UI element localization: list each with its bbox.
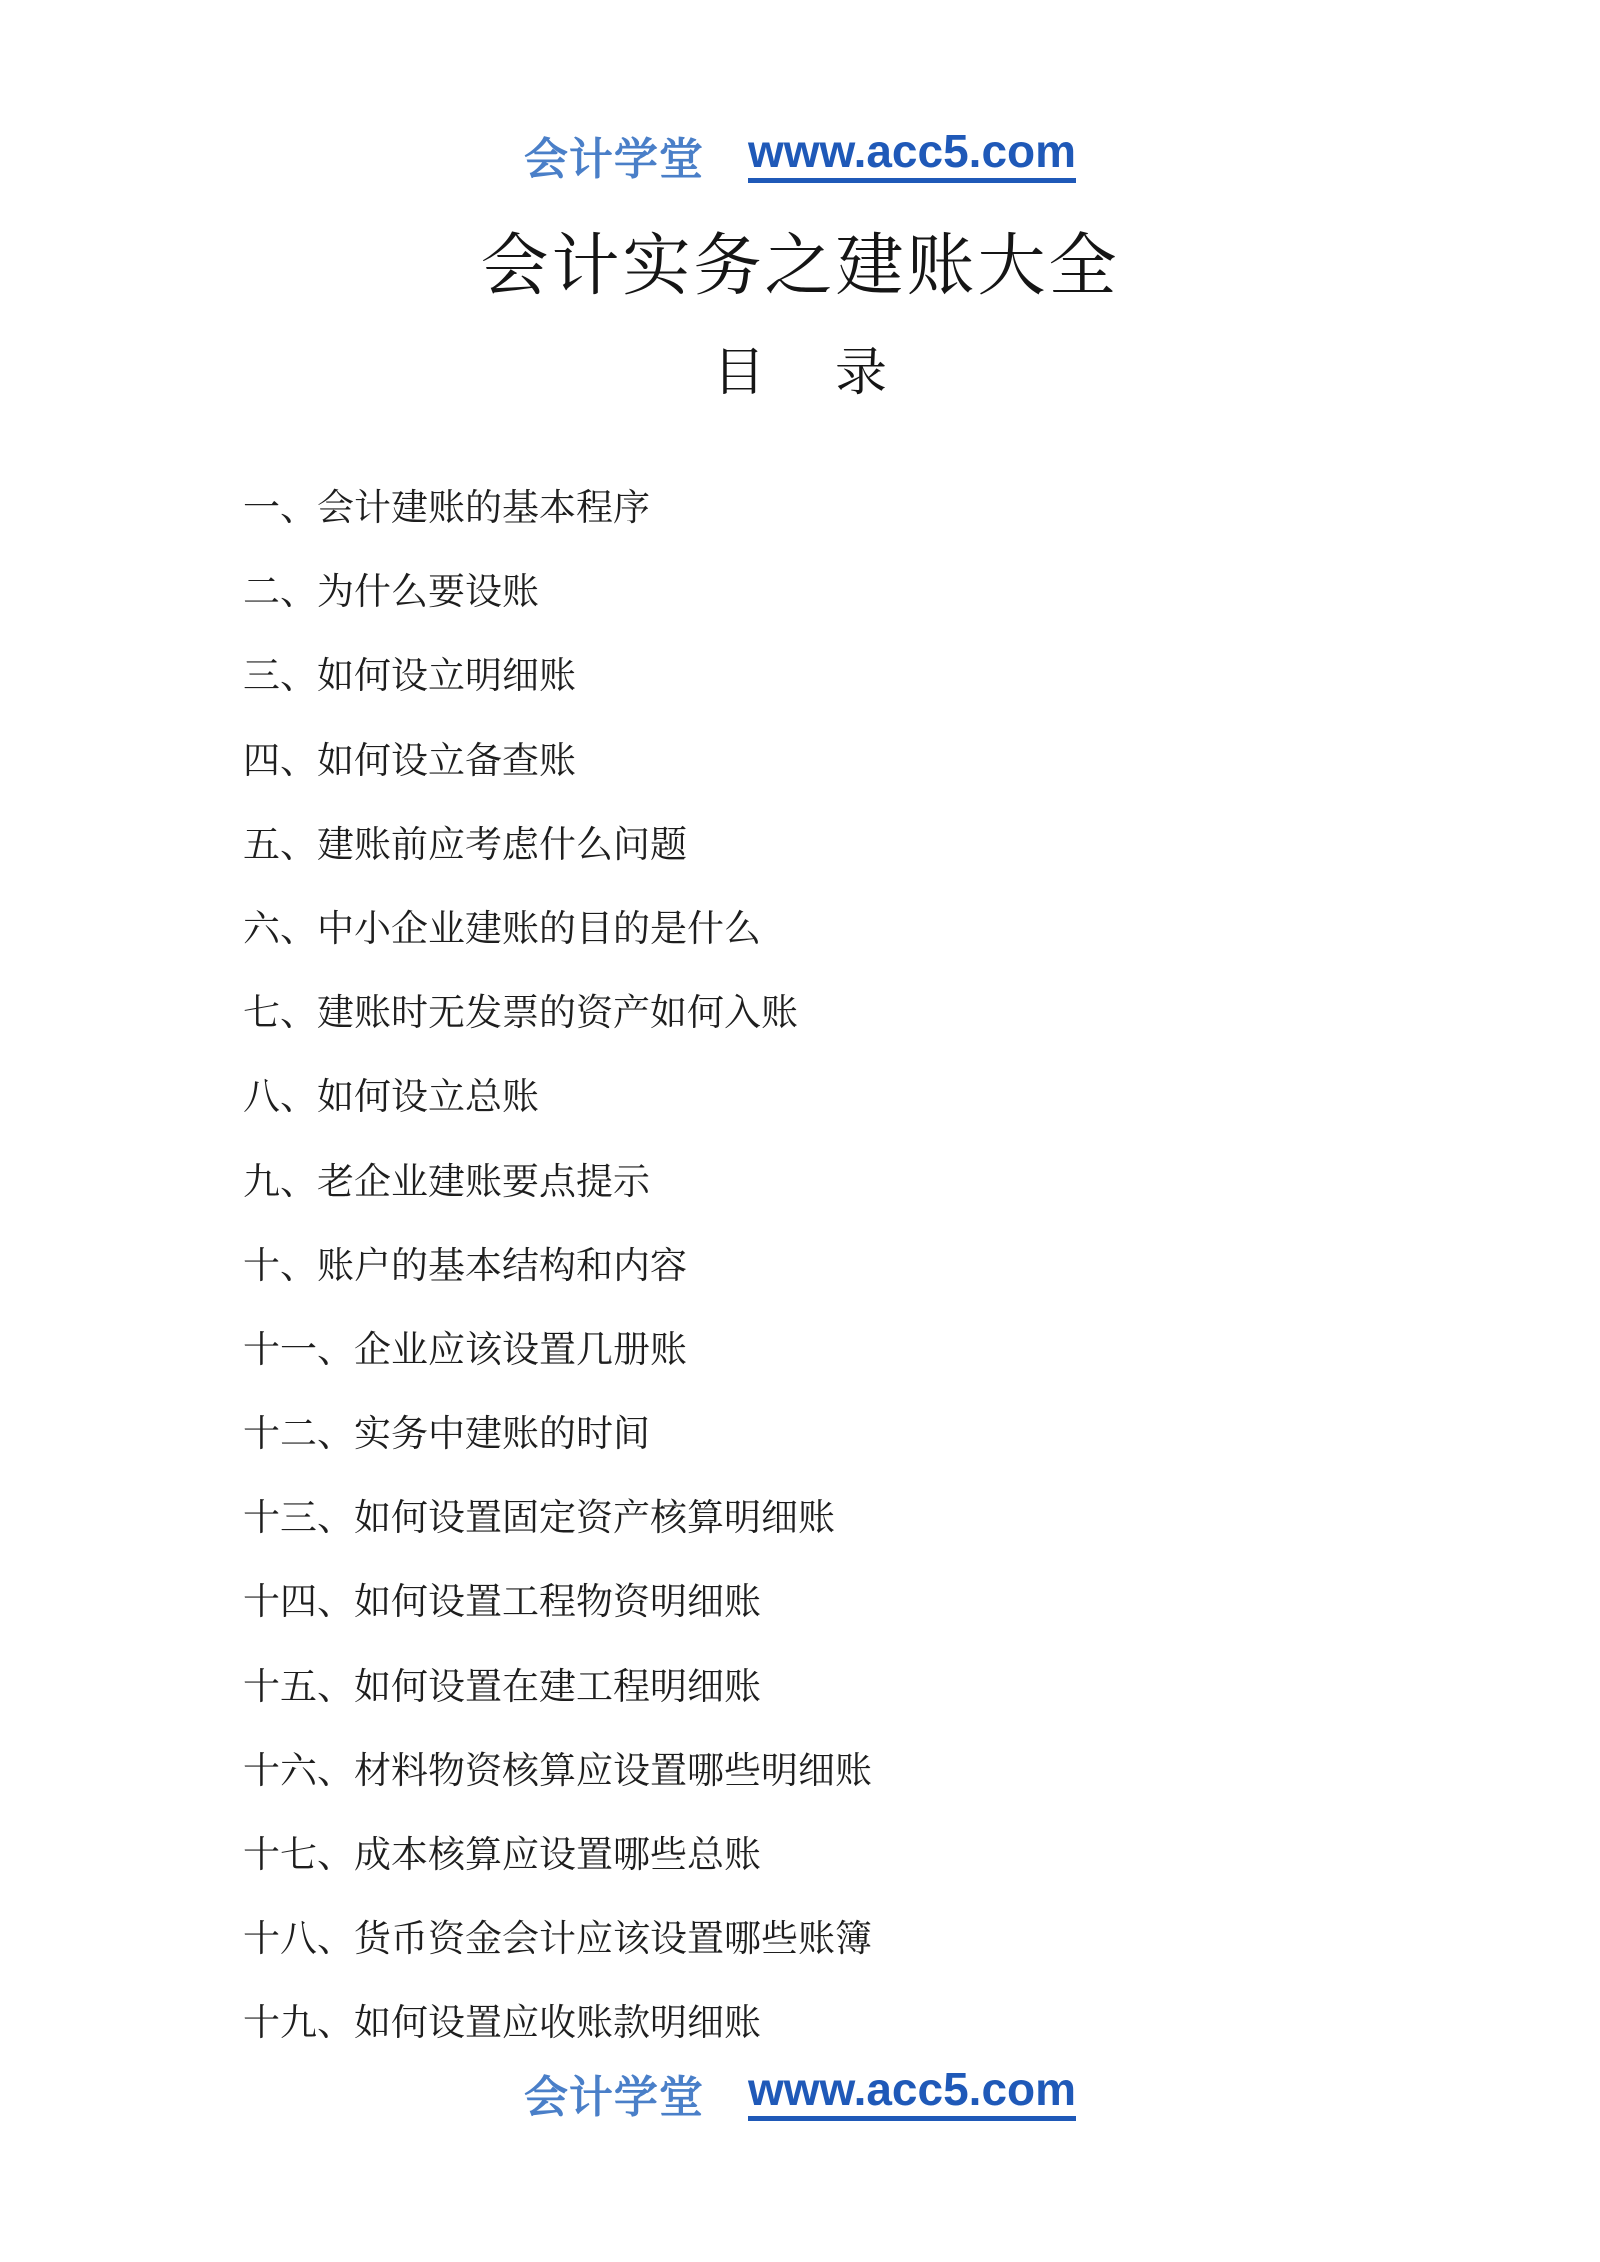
toc-heading: 目录: [712, 343, 957, 403]
toc-item[interactable]: 十五、如何设置在建工程明细账: [243, 1664, 761, 1708]
header-brand-bar: [0, 120, 1600, 190]
header-brand-name: 会计学堂: [523, 134, 704, 185]
footer-brand-name: 会计学堂: [523, 2072, 704, 2123]
toc-item[interactable]: 四、如何设立备查账: [243, 738, 576, 782]
toc-item[interactable]: 十九、如何设置应收账款明细账: [243, 2001, 761, 2045]
footer-brand-bar: [0, 2058, 1600, 2128]
toc-item[interactable]: 十七、成本核算应设置哪些总账: [243, 1833, 761, 1876]
header-brand-link[interactable]: www.acc5.com: [748, 127, 1076, 182]
toc-item[interactable]: 一、会计建账的基本程序: [243, 486, 650, 529]
toc-item[interactable]: 十一、企业应该设置几册账: [243, 1327, 687, 1371]
toc-item[interactable]: 十四、如何设置工程物资明细账: [243, 1580, 761, 1624]
footer-brand-link[interactable]: www.acc5.com: [748, 2065, 1076, 2120]
toc-item[interactable]: 九、老企业建账要点提示: [243, 1159, 650, 1203]
toc-item[interactable]: 八、如何设立总账: [243, 1075, 539, 1119]
toc-item[interactable]: 十八、货币资金会计应该设置哪些账簿: [243, 1917, 872, 1961]
toc-item[interactable]: 三、如何设立明细账: [243, 654, 576, 698]
toc-list: [243, 478, 872, 2078]
toc-item[interactable]: 十二、实务中建账的时间: [243, 1412, 650, 1456]
toc-item[interactable]: 十六、材料物资核算应设置哪些明细账: [243, 1748, 872, 1792]
toc-item[interactable]: 六、中小企业建账的目的是什么: [243, 906, 761, 950]
toc-item[interactable]: 五、建账前应考虑什么问题: [243, 822, 687, 866]
toc-item[interactable]: 十、账户的基本结构和内容: [243, 1243, 687, 1287]
document-title: 会计实务之建账大全: [480, 227, 1120, 306]
toc-item[interactable]: 十三、如何设置固定资产核算明细账: [243, 1496, 835, 1540]
toc-item[interactable]: 二、为什么要设账: [243, 570, 539, 614]
toc-item[interactable]: 七、建账时无发票的资产如何入账: [243, 991, 798, 1035]
